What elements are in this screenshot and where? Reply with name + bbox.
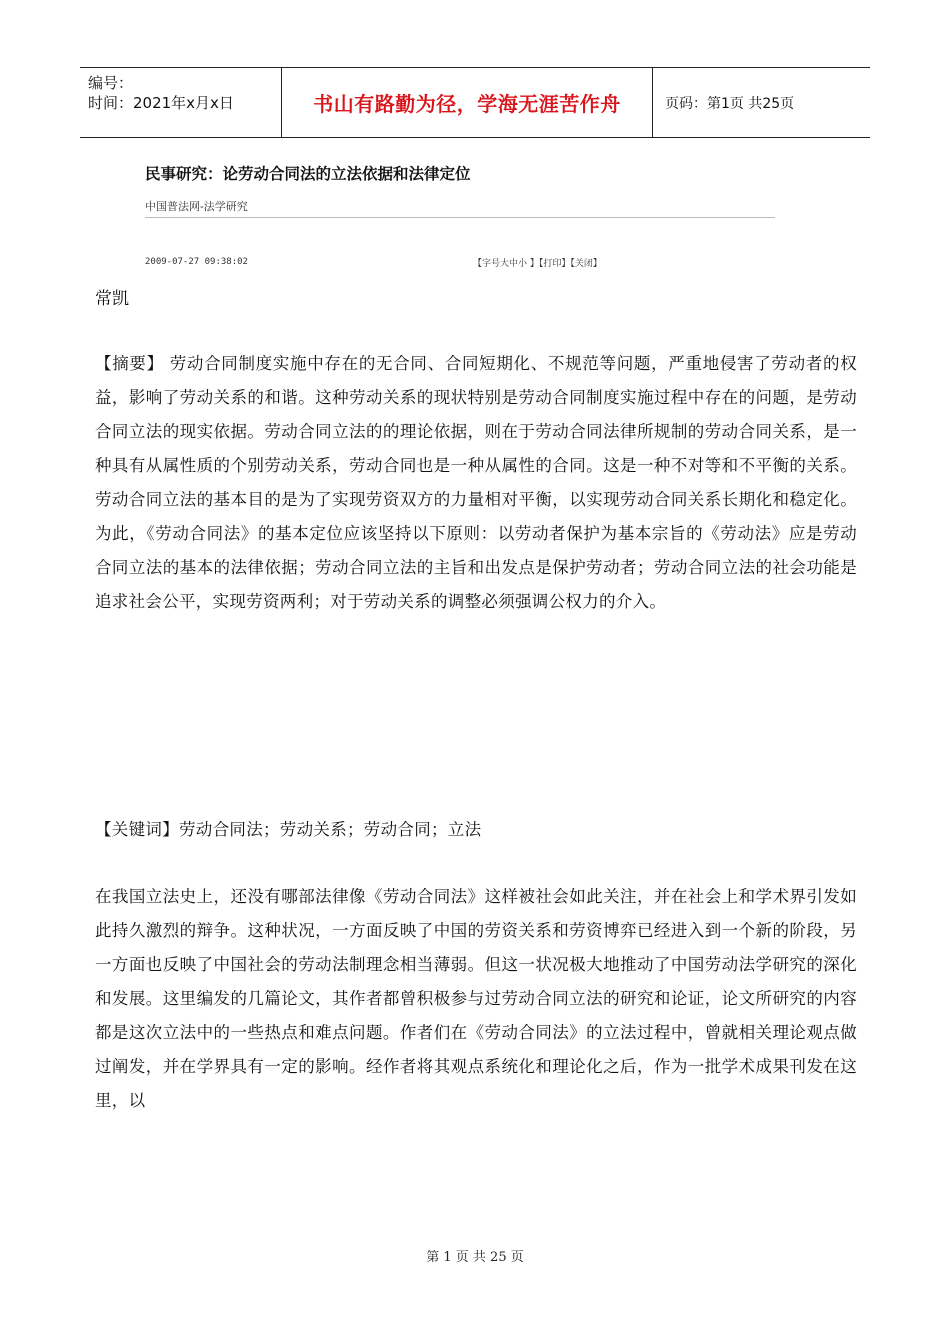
header-page-info: 页码：第1页 共25页	[665, 95, 795, 112]
font-size-link[interactable]: 【字号大中小 】	[473, 259, 539, 269]
keywords-paragraph: 【关键词】劳动合同法；劳动关系；劳动合同；立法	[95, 820, 482, 839]
article-toolbar	[473, 256, 602, 269]
header-motto: 书山有路勤为径，学海无涯苦作舟	[282, 68, 653, 137]
article-source: 中国普法网-法学研究	[145, 200, 248, 213]
number-label: 编号：	[88, 74, 134, 92]
print-link[interactable]: 【打印】	[538, 259, 571, 269]
close-link[interactable]: 【关闭】	[570, 259, 602, 269]
abstract-paragraph: 【摘要】 劳动合同制度实施中存在的无合同、合同短期化、不规范等问题，严重地侵害了劳动者的权益，影响了劳动关系的和谐。这种劳动关系的现状特别是劳动合同制度实施过程中存在的问题，是劳动合同立法的现实依据。劳动合同立法的的理论依据，则在于劳动合同法律所规制的劳动合同关系，是一种具有从属性质的个别劳动关系，劳动合同也是一种从属性的合同。这是一种不对等和不平衡的关系。劳动合同立法的基本目的是为了实现劳资双方的力量相对平衡，以实现劳动合同关系长期化和稳定化。为此，《劳动合同法》的基本定位应该坚持以下原则：以劳动者保护为基本宗旨的《劳动法》应是劳动合同立法的基本的法律依据；劳动合同立法的主旨和出发点是保护劳动者；劳动合同立法的社会功能是追求社会公平，实现劳资两利；对于劳动关系的调整必须强调公权力的介入。	[95, 354, 857, 611]
divider	[145, 217, 775, 218]
body-paragraph: 在我国立法史上，还没有哪部法律像《劳动合同法》这样被社会如此关注，并在社会上和学术界引发如此持久激烈的辩争。这种状况，一方面反映了中国的劳资关系和劳资博弈已经进入到一个新的阶段，另一方面也反映了中国社会的劳动法制理念相当薄弱。但这一状况极大地推动了中国劳动法学研究的深化和发展。这里编发的几篇论文，其作者都曾积极参与过劳动合同立法的研究和论证，论文所研究的内容都是这次立法中的一些热点和难点问题。作者们在《劳动合同法》的立法过程中，曾就相关理论观点做过阐发，并在学界具有一定的影响。经作者将其观点系统化和理论化之后，作为一批学术成果刊发在这里，以	[95, 887, 857, 1110]
time-label: 时间：2021年x月x日	[88, 94, 234, 112]
document-header	[80, 67, 870, 138]
header-meta	[80, 68, 282, 137]
article-author: 常凯	[95, 289, 129, 309]
article-title: 民事研究：论劳动合同法的立法依据和法律定位	[145, 165, 471, 183]
article-datetime: 2009-07-27 09:38:02	[145, 257, 248, 267]
page-footer: 第 1 页 共 25 页	[426, 1250, 524, 1265]
